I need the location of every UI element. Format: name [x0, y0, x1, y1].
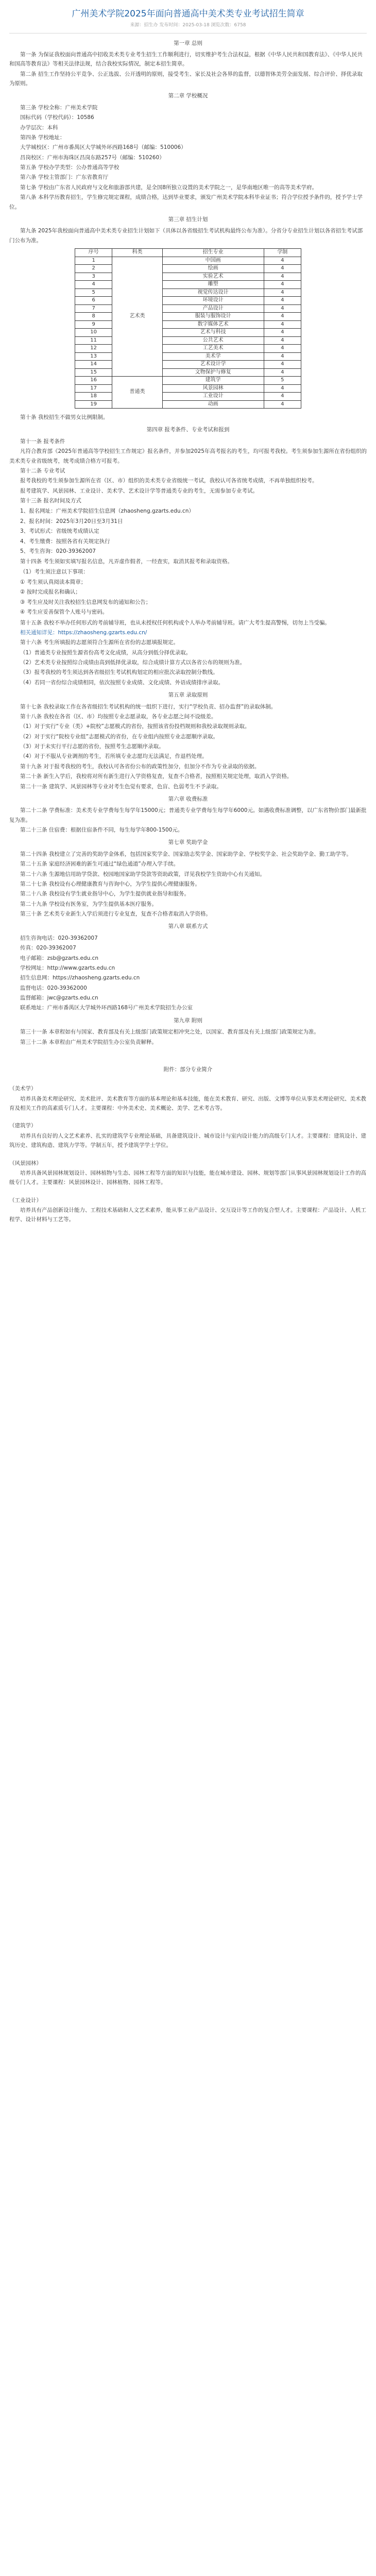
enrollment-plan-table: [75, 248, 301, 409]
table-cell-index: 10: [75, 329, 112, 337]
table-cell-duration: 4: [264, 368, 301, 377]
contact-item: 监督邮箱：jwc@gzarts.edu.cn: [20, 995, 98, 1002]
appendix-group-title: （工业设计）: [9, 1197, 42, 1204]
table-cell-index: 11: [75, 336, 112, 345]
article-title: 广州美术学院2025年面向普通高中美术类专业考试招生简章: [72, 9, 304, 19]
contact-item: 传真：020-39362007: [20, 945, 76, 952]
table-cell-index: 12: [75, 345, 112, 353]
appendix-group-text: 培养具有良好的人文艺术素养、扎实的建筑学专业理论基础，具备建筑设计、城市设计与室内设计能力的高级专门人才。主要课程：建筑设计、建筑历史、建筑构造、建筑力学等。学制五年，授予建筑学学士学位。: [9, 1132, 366, 1149]
table-row: [75, 313, 301, 321]
table-cell-index: 18: [75, 393, 112, 401]
table-cell-index: 2: [75, 265, 112, 273]
table-cell-category: 艺术类: [112, 257, 162, 377]
table-cell-duration: 4: [264, 361, 301, 369]
table-cell-duration: 4: [264, 345, 301, 353]
contact-item: 招生信息网：https://zhaosheng.gzarts.edu.cn: [20, 975, 140, 981]
ch5-para: 第二十条 新生入学后，我校将对所有新生进行入学资格复查，复查不合格者，按照相关规定处理，取消入学资格。: [20, 773, 293, 780]
chapter-2-body: [9, 103, 367, 212]
table-cell-major: 雕塑: [162, 281, 264, 289]
ch5-para: 第二十一条 建筑学、风景园林等专业对考生色觉有要求，色盲、色弱考生不予录取。: [20, 783, 222, 790]
table-header: 序号: [75, 249, 112, 257]
table-header: 学制: [264, 249, 301, 257]
chapter-2-item: 第五条 学校办学类型：公办普通高等学校: [20, 164, 119, 171]
chapter-9-heading: 第九章 附则: [174, 1017, 202, 1024]
chapter-4-para-6: 第十六条 考生所填报的志愿须符合生源所在省份的志愿填报规定。: [20, 639, 179, 646]
chapter-6-heading: 第六章 收费标准: [168, 795, 208, 802]
registration-item: 4、考生缴费：按照各省有关规定执行: [20, 538, 110, 545]
table-cell-category: 普通类: [112, 377, 162, 409]
notice-item: ③ 考生应及时关注我校招生信息网发布的通知和公告；: [20, 599, 151, 605]
chapter-2-item: 大学城校区：广州市番禺区大学城外环西路168号（邮编：510006）: [20, 144, 186, 151]
chapter-1-heading: 第一章 总则: [174, 40, 202, 46]
table-row: [75, 393, 301, 401]
chapter-2-item: 第四条 学校地址：: [20, 134, 65, 141]
table-cell-index: 16: [75, 377, 112, 385]
chapter-4-para-3: 报考建筑学、风景园林、工业设计、美术学、艺术设计学等普通类专业的考生，无需参加专业考试。: [20, 487, 258, 494]
table-cell-index: 4: [75, 281, 112, 289]
table-cell-major: 服装与服饰设计: [162, 313, 264, 321]
table-cell-index: 15: [75, 368, 112, 377]
table-cell-duration: 4: [264, 273, 301, 281]
table-row: [75, 400, 301, 409]
spacer: [9, 1151, 367, 1158]
table-cell-duration: 4: [264, 289, 301, 297]
table-cell-major: 绘画: [162, 265, 264, 273]
table-cell-index: 5: [75, 289, 112, 297]
ch5-para: （3）对于未实行平行志愿的省份，按照考生志愿顺序录取。: [20, 743, 164, 750]
chapter-7-heading: 第七章 奖助学金: [168, 839, 208, 846]
ch7-para: 第二十八条 我校设有学生就业指导中心，为学生提供就业指导和服务。: [20, 891, 190, 897]
appendix-group-text: 培养具备风景园林规划设计、园林植物与生态、园林工程等方面的知识与技能，能在城市建设、园林、规划等部门从事风景园林规划设计工作的高级专门人才。主要课程：风景园林设计、园林植物、园林工程等。: [9, 1170, 366, 1186]
table-cell-major: 建筑学: [162, 377, 264, 385]
registration-item: 5、考生咨询：020-39362007: [20, 548, 96, 554]
spacer: [9, 1188, 367, 1195]
table-cell-duration: 4: [264, 400, 301, 409]
table-header: 招生专业: [162, 249, 264, 257]
chapter-2-item: 第三条 学校全称：广州美术学院: [20, 104, 98, 111]
appendix-group-title: （风景园林）: [9, 1160, 42, 1166]
table-cell-index: 14: [75, 361, 112, 369]
ch5-para: 第十八条 我校在各省（区、市）均按照专业志愿录取，各专业志愿之间不设级差。: [20, 713, 217, 720]
chapter-2-item: 第八条 本科学历教育招生，学生修完规定课程，成绩合格，达到毕业要求，颁发广州美术学院本科毕业证书；符合学位授予条件的，授予学士学位。: [9, 194, 363, 210]
chapter-4-para-4: 第十四条 考生须如实填写报名信息，凡弄虚作假者，一经查实，取消其报考和录取资格。: [20, 558, 233, 565]
table-row: [75, 289, 301, 297]
table-cell-duration: 4: [264, 257, 301, 265]
table-cell-major: 风景园林: [162, 384, 264, 393]
table-row: [75, 329, 301, 337]
ch9-para: 第三十一条 本章程如有与国家、教育部及有关上级部门政策规定相冲突之处，以国家、教育部及有关上级部门政策规定为准。: [20, 1029, 319, 1036]
table-row: [75, 361, 301, 369]
chapter-4-sub-3: 第十三条 报名时间及方式: [20, 498, 81, 504]
chapter-6-body: [9, 806, 367, 835]
table-cell-index: 7: [75, 304, 112, 313]
appendix-group-title: （建筑学）: [9, 1123, 37, 1129]
article-meta: 来源：招生办 发布时间：2025-03-18 浏览次数：6758: [130, 22, 246, 28]
table-cell-duration: 4: [264, 384, 301, 393]
chapter-4-para-10: （4）若同一省份综合成绩相同，依次按照专业成绩、文化成绩、外语成绩排序录取。: [20, 679, 224, 686]
table-cell-duration: 4: [264, 352, 301, 361]
chapter-2-item: 国标代码（学校代码）：10586: [20, 114, 94, 121]
table-cell-major: 艺术设计学: [162, 361, 264, 369]
table-cell-major: 工艺美术: [162, 345, 264, 353]
chapter-5-heading: 第五章 录取原则: [168, 692, 208, 699]
chapter-4-sub-2: 第十二条 专业考试: [20, 467, 65, 474]
table-row: [75, 377, 301, 385]
ch7-para: 第二十九条 学校设有医务室，为学生提供基本医疗服务。: [20, 901, 157, 907]
chapter-4-para-9: （3）报考我校的考生须达到各省级招生考试机构划定的相应批次录取控制分数线。: [20, 669, 218, 676]
table-row: [75, 320, 301, 329]
appendix-heading: 附件：部分专业简介: [163, 1066, 213, 1073]
registration-list: [20, 506, 367, 556]
spacer: [9, 1047, 367, 1059]
chapter-3-para-2: 第十条 我校招生不做男女比例限制。: [20, 414, 109, 421]
appendix-group-text: 培养具有产品创新设计能力、工程技术基础和人文艺术素养，能从事工业产品设计、交互设计等工作的复合型人才。主要课程：产品设计、人机工程学、设计材料与工艺等。: [9, 1207, 366, 1223]
ch5-para: （2）对于实行“院校专业组”志愿模式的省份，在专业组内按照专业志愿顺序录取。: [20, 733, 219, 740]
contact-item: 学校网址：http://www.gzarts.edu.cn: [20, 964, 115, 971]
table-cell-major: 公共艺术: [162, 336, 264, 345]
table-cell-major: 数字媒体艺术: [162, 320, 264, 329]
table-cell-duration: 4: [264, 320, 301, 329]
table-cell-index: 19: [75, 400, 112, 409]
spacer: [9, 1113, 367, 1121]
table-row: [75, 257, 301, 265]
table-cell-major: 实验艺术: [162, 273, 264, 281]
table-cell-duration: 4: [264, 329, 301, 337]
notice-link[interactable]: 相关通知详见：https://zhaosheng.gzarts.edu.cn/: [20, 629, 147, 636]
registration-item: 1、报名网址：广州美术学院招生信息网（zhaosheng.gzarts.edu.cn）: [20, 508, 194, 515]
appendix-group-title: （美术学）: [9, 1086, 37, 1092]
table-cell-index: 3: [75, 273, 112, 281]
notice-title: （1）考生须注意以下事项：: [20, 568, 89, 575]
chapter-1-para-2: 第二条 招生工作坚持公平竞争、公正选拔、公开透明的原则，接受考生、家长及社会各界的监督，以德智体美劳全面发展、综合评价、择优录取为原则。: [9, 71, 363, 87]
table-cell-major: 艺术与科技: [162, 329, 264, 337]
ch5-para: 第十七条 我校录取工作在各省级招生考试机构的统一组织下进行，实行“学校负责、招办监督”的录取体制。: [20, 703, 277, 710]
table-cell-major: 环境设计: [162, 297, 264, 305]
table-row: [75, 265, 301, 273]
contact-list: [9, 934, 367, 1013]
registration-item: 2、报名时间：2025年3月20日至3月31日: [20, 518, 123, 524]
table-cell-index: 8: [75, 313, 112, 321]
table-cell-index: 13: [75, 352, 112, 361]
table-row: [75, 368, 301, 377]
contact-item: 电子邮箱：zsb@gzarts.edu.cn: [20, 955, 99, 961]
spacer: [9, 1076, 367, 1083]
chapter-9-body: [9, 1027, 367, 1047]
table-cell-major: 文物保护与修复: [162, 368, 264, 377]
table-cell-major: 中国画: [162, 257, 264, 265]
table-cell-duration: 4: [264, 281, 301, 289]
chapter-7-body: [9, 850, 367, 919]
table-row: [75, 297, 301, 305]
table-cell-duration: 4: [264, 313, 301, 321]
contact-item: 联系地址：广州市番禺区大学城外环西路168号广州美术学院招生办公室: [20, 1005, 193, 1011]
chapter-2-heading: 第二章 学校概况: [168, 93, 208, 99]
chapter-4-para-5: 第十五条 我校不举办任何形式的考前辅导班，也从未授权任何机构或个人举办考前辅导班。请广大考生提高警惕，切勿上当受骗。: [20, 619, 330, 626]
notice-item: ② 按时完成报名和确认；: [20, 589, 81, 596]
article-page: [0, 0, 376, 1246]
ch5-para: 第十九条 对于报考我校的考生，我校认可各省份公布的政策性加分，但加分不作为专业录取的依据。: [20, 763, 260, 770]
chapter-4-para-8: （2）艺术类专业按照综合成绩由高到低择优录取，综合成绩计算方式以各省公布的规则为准。: [20, 659, 246, 666]
chapter-2-item: 第七条 学校由广东省人民政府与文化和旅游部共建，是全国8所独立设置的美术学院之一，是华南地区唯一的高等美术学府。: [20, 184, 318, 191]
chapter-5-body: [9, 702, 367, 791]
contact-item: 招生咨询电话：020-39362007: [20, 935, 98, 941]
appendix-group-text: 培养具备美术理论研究、美术批评、美术教育等方面的基本理论和基本技能，能在美术教育、研究、出版、文博等单位从事美术理论研究、美术教育及相关工作的高素质专门人才。主要课程：中外美术史、美术概论、美学、艺术考古等。: [9, 1095, 366, 1112]
table-cell-duration: 5: [264, 377, 301, 385]
table-cell-duration: 4: [264, 336, 301, 345]
ch6-para: 第二十三条 住宿费：根据住宿条件不同，每生每学年800-1500元。: [20, 827, 183, 834]
table-cell-index: 17: [75, 384, 112, 393]
chapter-2-item: 办学层次：本科: [20, 124, 58, 131]
table-cell-index: 9: [75, 320, 112, 329]
ch7-para: 第二十四条 我校建立了完善的奖助学金体系，包括国家奖学金、国家励志奖学金、国家助学金、学校奖学金、社会奖助学金、勤工助学等。: [20, 851, 352, 857]
ch7-para: 第二十七条 我校设有心理健康教育与咨询中心，为学生提供心理健康服务。: [20, 880, 200, 887]
table-cell-duration: 4: [264, 297, 301, 305]
chapter-4-heading: 第四章 报考条件、专业考试和报到: [146, 427, 230, 433]
ch7-para: 第三十条 艺术类专业新生入学后须进行专业复查，复查不合格者取消入学资格。: [20, 911, 211, 918]
table-body: [75, 257, 301, 409]
table-cell-major: 美术学: [162, 352, 264, 361]
table-row: [75, 273, 301, 281]
chapter-4-para-7: （1）普通类专业按照生源省份高考文化成绩，从高分到低分择优录取。: [20, 649, 192, 656]
chapter-3-para-1: 第九条 2025年我校面向普通高中美术类专业招生计划如下（具体以各省级招生考试机构最终公布为准）。分省分专业招生计划以各省招生考试部门公布为准。: [9, 228, 363, 244]
table-row: [75, 336, 301, 345]
table-cell-major: 工业设计: [162, 393, 264, 401]
table-cell-major: 视觉传达设计: [162, 289, 264, 297]
table-header: 科类: [112, 249, 162, 257]
notice-item: ④ 考生应妥善保管个人账号与密码。: [20, 609, 108, 616]
table-cell-index: 1: [75, 257, 112, 265]
chapter-4-para-1: 凡符合教育部《2025年普通高等学校招生工作规定》报名条件，并参加2025年高考报名的考生，均可报考我校。考生须参加生源所在省份组织的美术类专业省级统考，统考成绩合格方可报考。: [9, 448, 367, 464]
table-row: [75, 304, 301, 313]
notice-item: ① 考生须认真阅读本简章；: [20, 579, 87, 586]
chapter-4-para-2: 报考我校的考生须参加生源所在省（区、市）组织的美术类专业省级统一考试，我校认可各省统考成绩，不再单独组织校考。: [20, 478, 318, 484]
table-cell-major: 动画: [162, 400, 264, 409]
notice-list: [20, 578, 367, 617]
table-row: [75, 352, 301, 361]
chapter-2-item: 昌岗校区：广州市海珠区昌岗东路257号（邮编：510260）: [20, 154, 165, 161]
contact-item: 监督电话：020-39362000: [20, 985, 87, 991]
registration-item: 3、考试形式：省级统考成绩认定: [20, 528, 99, 535]
ch9-para: 第三十二条 本章程由广州美术学院招生办公室负责解释。: [20, 1039, 157, 1045]
chapter-4-sub-1: 第十一条 报考条件: [20, 438, 65, 445]
table-row: [75, 384, 301, 393]
chapter-1-para-1: 第一条 为保证我校面向普通高中招收美术类专业考生招生工作顺利进行，切实维护考生合法权益，根据《中华人民共和国教育法》、《中华人民共和国高等教育法》等相关法律法规，结合我校实际情况，制定本招生简章。: [9, 51, 363, 67]
table-row: [75, 281, 301, 289]
ch5-para: （4）对于不服从专业调剂的考生，若所填专业志愿均无法满足，作退档处理。: [20, 753, 208, 760]
table-cell-duration: 4: [264, 265, 301, 273]
ch6-para: 第二十二条 学费标准：美术类专业学费每生每学年15000元；普通类专业学费每生每学年6000元。如遇收费标准调整，以广东省物价部门最新批复为准。: [9, 807, 367, 823]
table-cell-major: 产品设计: [162, 304, 264, 313]
table-row: [75, 345, 301, 353]
table-cell-index: 6: [75, 297, 112, 305]
table-cell-duration: 4: [264, 393, 301, 401]
appendix-body: [9, 1076, 367, 1225]
ch7-para: 第二十六条 生源地信用助学贷款、校园地国家助学贷款等资助政策，详见我校学生资助中心有关通知。: [20, 871, 265, 877]
chapter-3-heading: 第三章 招生计划: [168, 216, 208, 223]
chapter-8-heading: 第八章 联系方式: [168, 923, 208, 930]
chapter-2-item: 第六条 学校主管部门：广东省教育厅: [20, 174, 109, 181]
ch5-para: （1）对于实行“专业（类）+院校”志愿模式的省份，按照该省份投档规则和我校录取规则录取。: [20, 723, 250, 730]
table-cell-duration: 4: [264, 304, 301, 313]
ch7-para: 第二十五条 家庭经济困难的新生可通过“绿色通道”办理入学手续。: [20, 861, 179, 868]
